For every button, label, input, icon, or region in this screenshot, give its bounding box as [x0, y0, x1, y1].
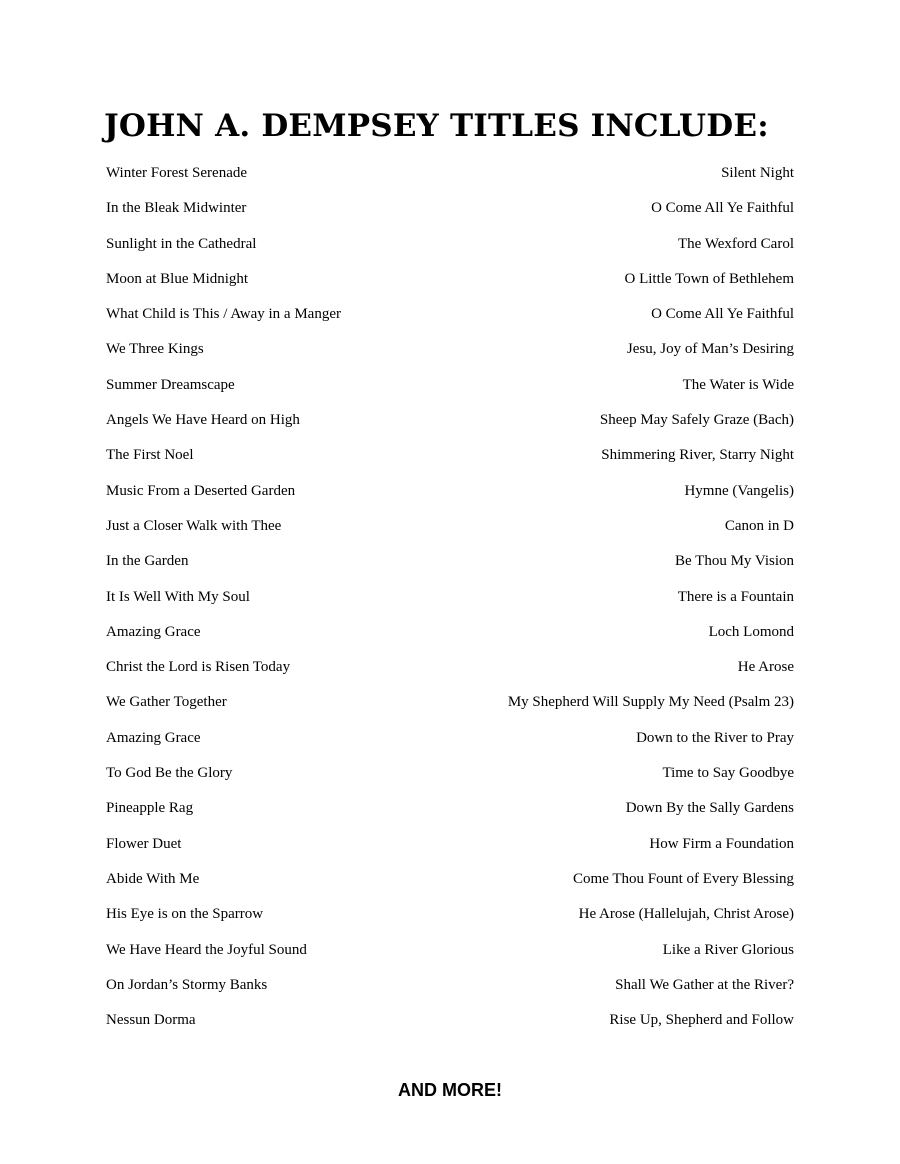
title-item-right: Rise Up, Shepherd and Follow: [609, 1012, 794, 1029]
title-item-right: Canon in D: [724, 517, 794, 534]
title-item-left: Just a Closer Walk with Thee: [106, 517, 282, 534]
title-item-right: O Little Town of Bethlehem: [624, 270, 794, 287]
title-item-right: Hymne (Vangelis): [684, 482, 794, 499]
title-item-left: Amazing Grace: [106, 729, 201, 746]
page-heading: JOHN A. DEMPSEY TITLES INCLUDE:: [104, 108, 769, 144]
title-item-right: Come Thou Fount of Every Blessing: [573, 870, 794, 887]
title-item-left: Flower Duet: [106, 835, 182, 852]
title-item-left: We Gather Together: [106, 694, 227, 711]
title-item-right: Loch Lomond: [708, 623, 794, 640]
title-item-right: There is a Fountain: [677, 588, 794, 605]
title-item-left: Abide With Me: [106, 870, 200, 887]
title-item-left: Summer Dreamscape: [106, 376, 235, 393]
title-item-left: In the Garden: [106, 553, 189, 570]
title-item-right: Silent Night: [721, 165, 794, 181]
title-item-left: Winter Forest Serenade: [106, 165, 248, 181]
title-item-right: Down to the River to Pray: [636, 729, 794, 746]
title-item-left: Amazing Grace: [106, 623, 201, 640]
title-item-left: Moon at Blue Midnight: [106, 270, 249, 287]
title-item-left: On Jordan’s Stormy Banks: [106, 976, 268, 993]
title-item-left: Nessun Dorma: [106, 1012, 196, 1029]
title-item-left: To God Be the Glory: [106, 765, 233, 782]
title-item-left: We Have Heard the Joyful Sound: [106, 941, 307, 958]
title-item-left: The First Noel: [106, 447, 194, 464]
title-item-right: He Arose (Hallelujah, Christ Arose): [578, 906, 794, 923]
title-item-right: Be Thou My Vision: [675, 553, 794, 570]
title-item-left: We Three Kings: [106, 341, 204, 358]
title-item-right: The Water is Wide: [682, 376, 794, 393]
title-item-left: Pineapple Rag: [106, 800, 194, 817]
title-item-left: It Is Well With My Soul: [106, 588, 250, 605]
title-item-right: My Shepherd Will Supply My Need (Psalm 23): [507, 694, 794, 711]
title-item-right: He Arose: [737, 659, 794, 676]
title-item-left: His Eye is on the Sparrow: [106, 906, 264, 923]
title-item-right: Sheep May Safely Graze (Bach): [599, 412, 794, 429]
title-item-right: Shall We Gather at the River?: [615, 976, 794, 993]
title-item-right: Time to Say Goodbye: [662, 765, 794, 782]
title-item-left: Angels We Have Heard on High: [106, 412, 300, 429]
title-item-right: O Come All Ye Faithful: [651, 200, 794, 217]
title-item-left: Music From a Deserted Garden: [106, 482, 296, 499]
title-item-left: What Child is This / Away in a Manger: [106, 306, 341, 323]
title-item-right: How Firm a Foundation: [649, 835, 794, 852]
title-item-right: Shimmering River, Starry Night: [601, 447, 794, 464]
title-item-right: O Come All Ye Faithful: [651, 306, 794, 323]
title-item-left: Christ the Lord is Risen Today: [106, 659, 291, 676]
and-more-footer: AND MORE!: [398, 1080, 502, 1100]
title-item-left: Sunlight in the Cathedral: [106, 235, 257, 252]
title-item-right: Jesu, Joy of Man’s Desiring: [626, 341, 794, 358]
title-item-right: Down By the Sally Gardens: [625, 800, 794, 817]
title-item-right: Like a River Glorious: [662, 941, 794, 958]
title-item-left: In the Bleak Midwinter: [106, 200, 247, 217]
title-item-right: The Wexford Carol: [678, 235, 794, 252]
titles-list: [106, 161, 794, 1043]
